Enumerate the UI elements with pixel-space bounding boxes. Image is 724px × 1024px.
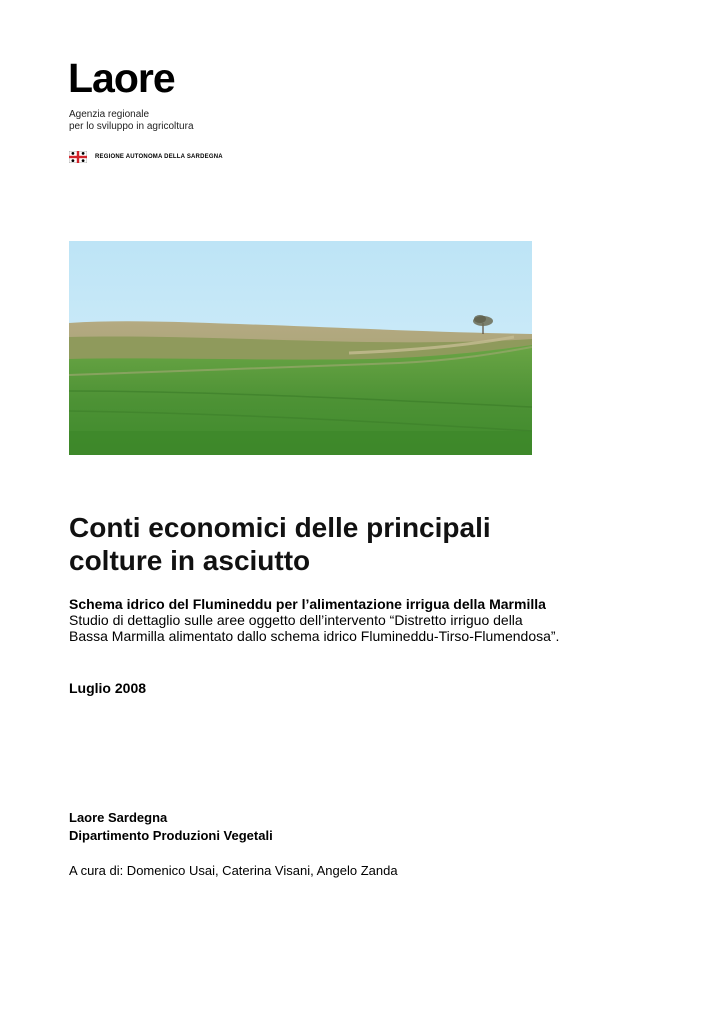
document-title-line-2: colture in asciutto [69,545,311,576]
landscape-photo [69,241,532,455]
document-subtitle: Schema idrico del Flumineddu per l’alimentazione irrigua della Marmilla [69,596,546,612]
region-header [69,151,223,163]
laore-logo: Laore [68,55,175,101]
organization-name: Laore Sardegna [69,810,168,825]
document-date: Luglio 2008 [69,680,147,696]
logo-tagline-line-2: per lo sviluppo in agricoltura [69,121,194,132]
logo-tagline [69,109,194,133]
region-name: REGIONE AUTONOMA DELLA SARDEGNA [95,154,223,160]
document-title [69,511,669,577]
department-name: Dipartimento Produzioni Vegetali [69,828,273,843]
document-description-line-1: Studio di dettaglio sulle aree oggetto dell’intervento “Distretto irriguo della [69,612,523,628]
document-description-line-2: Bassa Marmilla alimentato dallo schema idrico Flumineddu-Tirso-Flumendosa”. [69,628,560,644]
document-title-line-1: Conti economici delle principali [69,512,491,543]
authors-line: A cura di: Domenico Usai, Caterina Visani, Angelo Zanda [69,863,398,878]
organization-block [69,809,273,845]
sardinia-four-moors-flag-icon [69,151,87,163]
document-description [69,612,709,644]
logo-tagline-line-1: Agenzia regionale [69,109,150,120]
